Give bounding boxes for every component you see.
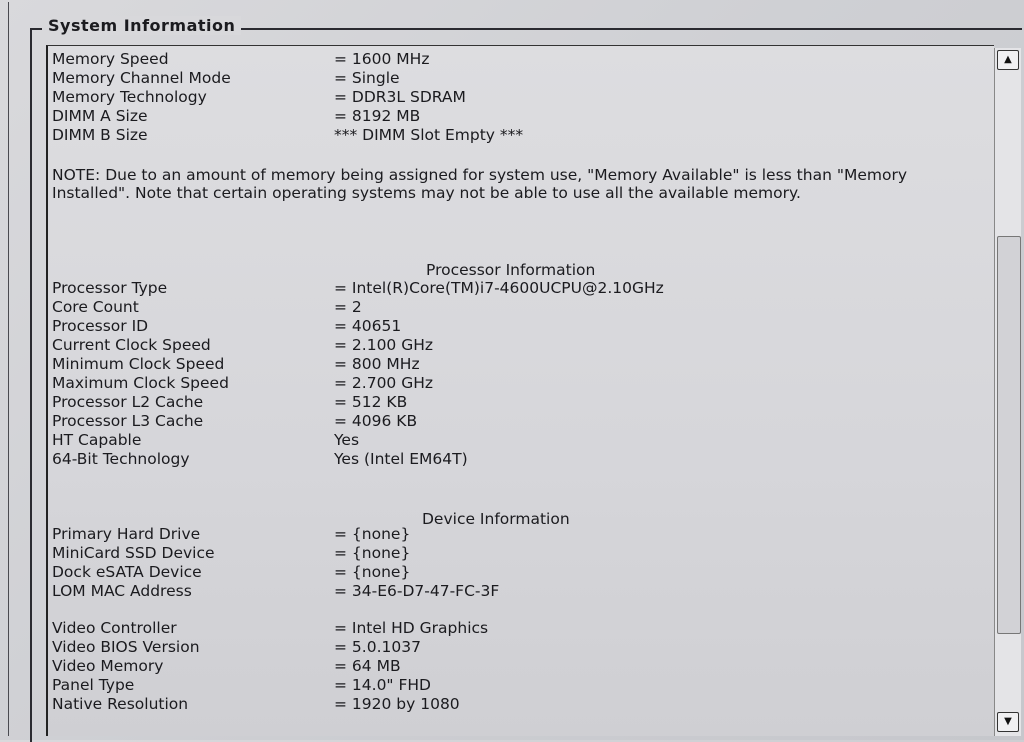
row-value: Yes (Intel EM64T) [334,450,468,468]
row-label: Memory Speed [52,50,169,68]
scroll-up-button[interactable] [997,50,1019,70]
row-value: = Intel HD Graphics [334,619,489,637]
row-value: = {none} [334,563,411,581]
row-label: Memory Channel Mode [52,69,231,87]
row-label: Video BIOS Version [52,638,200,656]
row-label: Core Count [52,298,139,316]
device-section-title: Device Information [422,510,570,528]
row-label: Primary Hard Drive [52,525,201,543]
row-label: Dock eSATA Device [52,563,202,581]
row-label: Minimum Clock Speed [52,355,225,373]
row-label: LOM MAC Address [52,582,192,600]
scroll-down-button[interactable] [997,712,1019,732]
row-value: *** DIMM Slot Empty *** [334,126,524,144]
row-value: = 64 MB [334,657,401,675]
row-label: Panel Type [52,676,135,694]
vertical-scrollbar[interactable] [994,48,1021,736]
row-value: = 1600 MHz [334,50,430,68]
row-label: DIMM B Size [52,126,148,144]
processor-section-title: Processor Information [426,261,596,279]
scroll-thumb[interactable] [997,236,1021,634]
row-label: Video Memory [52,657,164,675]
row-value: = 14.0" FHD [334,676,431,694]
row-label: 64-Bit Technology [52,450,190,468]
row-label: HT Capable [52,431,142,449]
row-value: = 2 [334,298,362,316]
row-label: Processor ID [52,317,149,335]
row-value: = Single [334,69,400,87]
group-title: System Information [42,16,241,35]
row-label: Memory Technology [52,88,207,106]
row-value: = 2.700 GHz [334,374,434,392]
row-value: = 800 MHz [334,355,420,373]
triangle-down-icon: ▼ [1004,716,1012,727]
info-panel [46,45,994,736]
row-value: = {none} [334,544,411,562]
row-value: = 5.0.1037 [334,638,421,656]
row-value: = 4096 KB [334,412,418,430]
row-label: Video Controller [52,619,177,637]
row-label: Processor L3 Cache [52,412,204,430]
row-label: Processor L2 Cache [52,393,204,411]
row-label: Processor Type [52,279,168,297]
memory-note: NOTE: Due to an amount of memory being assigned for system use, "Memory Available" is less than "Memory Installed". Note that certain operating systems may not be able to use all the available memory. [52,166,907,202]
row-value: = 2.100 GHz [334,336,434,354]
row-value: Yes [334,431,360,449]
row-value: = 8192 MB [334,107,421,125]
row-value: = 40651 [334,317,402,335]
row-value: = 1920 by 1080 [334,695,460,713]
row-value: = 34-E6-D7-47-FC-3F [334,582,500,600]
row-value: = DDR3L SDRAM [334,88,466,106]
row-label: MiniCard SSD Device [52,544,215,562]
row-label: Current Clock Speed [52,336,211,354]
row-label: Maximum Clock Speed [52,374,229,392]
row-value: = Intel(R)Core(TM)i7-4600UCPU@2.10GHz [334,279,664,297]
triangle-up-icon: ▲ [1004,54,1012,65]
row-label: Native Resolution [52,695,189,713]
row-value: = {none} [334,525,411,543]
row-label: DIMM A Size [52,107,148,125]
row-value: = 512 KB [334,393,408,411]
